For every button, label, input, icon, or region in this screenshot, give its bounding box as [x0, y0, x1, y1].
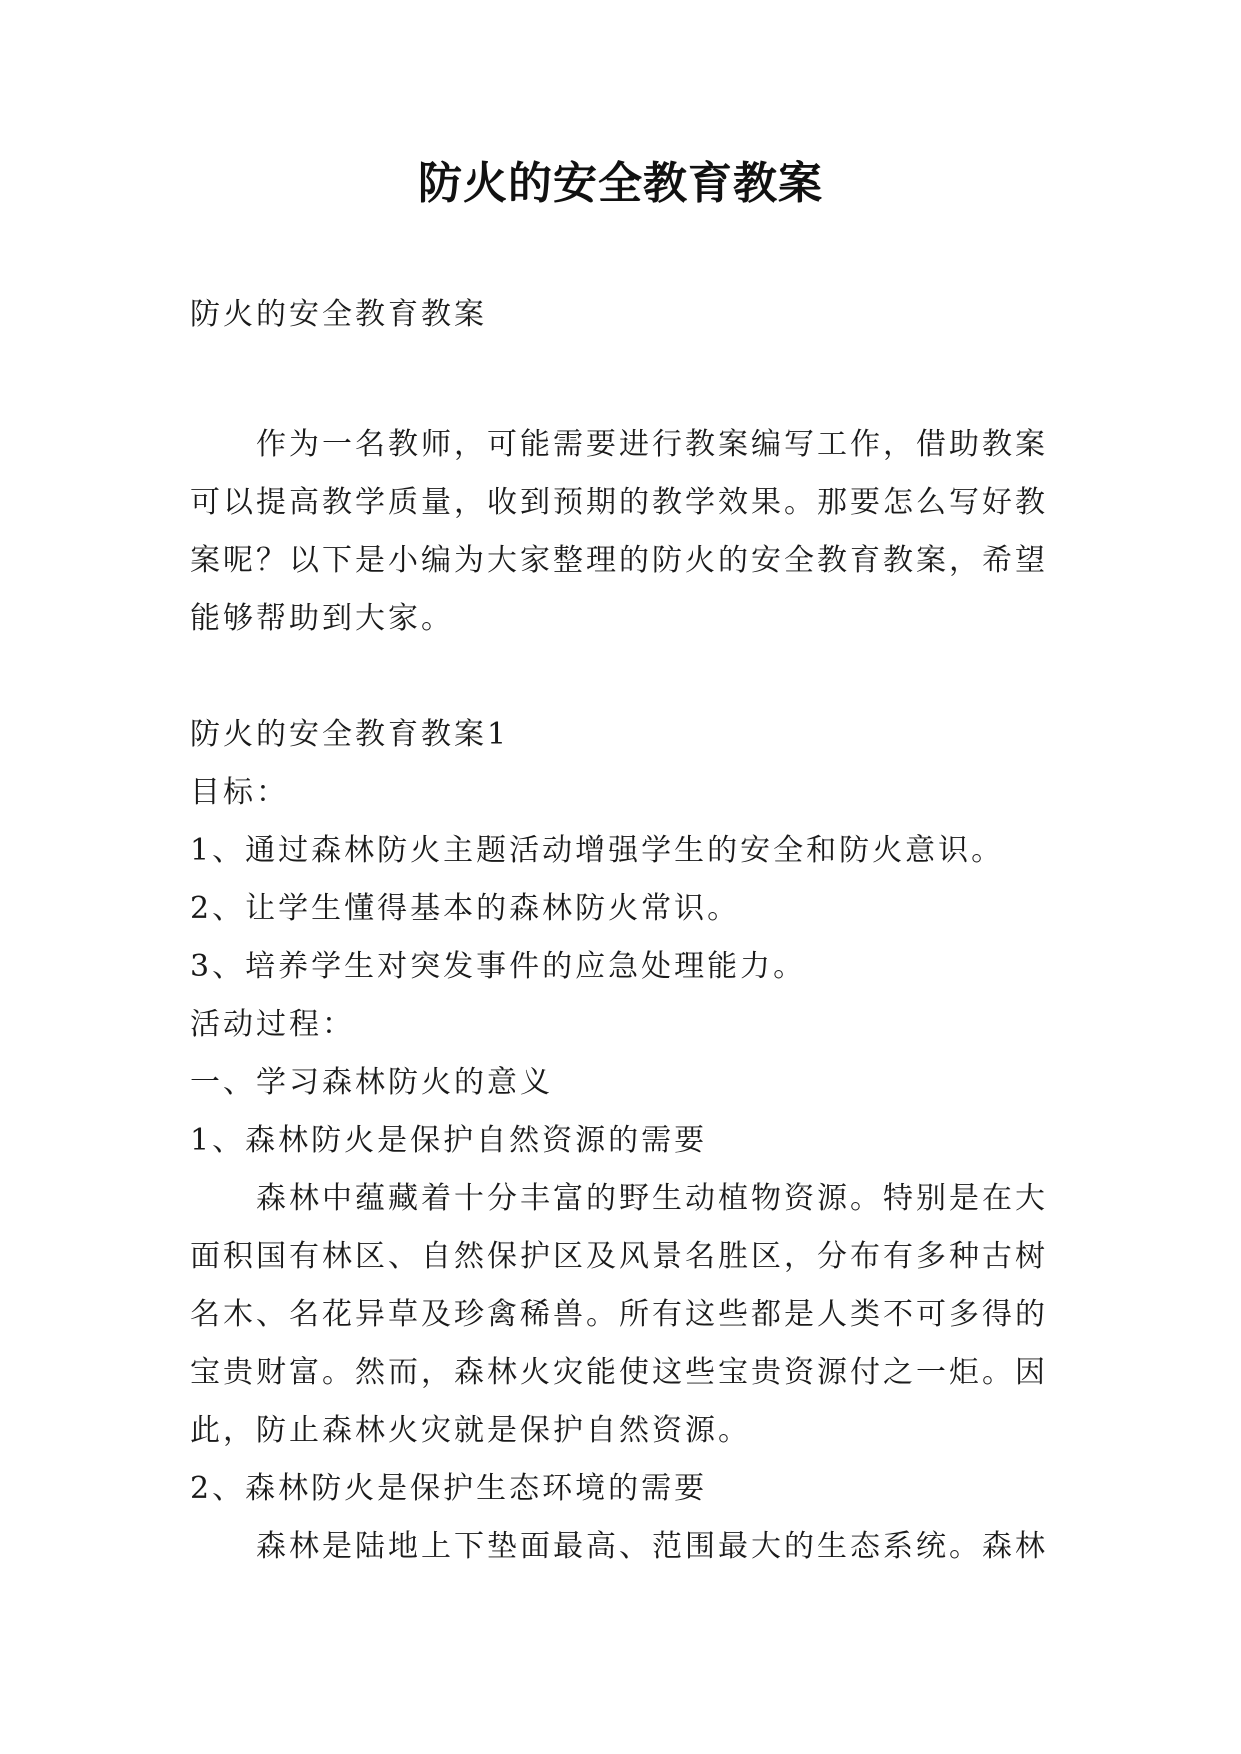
part-heading: 一、学习森林防火的意义 [190, 1065, 553, 1100]
point-paragraph: 森林是陆地上下垫面最高、范围最大的生态系统。森林 [256, 1529, 1048, 1564]
section-heading-1: 防火的安全教育教案1 [190, 717, 510, 752]
goal-item: 2、让学生懂得基本的森林防火常识。 [190, 891, 741, 926]
point-paragraph: 森林中蕴藏着十分丰富的野生动植物资源。特别是在大面积国有林区、自然保护区及风景名胜区，分布有多种古树名木、名花异草及珍禽稀兽。所有这些都是人类不可多得的宝贵财富。然而，森林火灾能使这些宝贵资源付之一炬。因此，防止森林火灾就是保护自然资源。 [190, 1181, 1048, 1448]
point-heading: 2、森林防火是保护生态环境的需要 [190, 1471, 708, 1506]
intro-paragraph: 作为一名教师，可能需要进行教案编写工作，借助教案可以提高教学质量，收到预期的教学效果。那要怎么写好教案呢？以下是小编为大家整理的防火的安全教育教案，希望能够帮助到大家。 [190, 427, 1048, 636]
document-title: 防火的安全教育教案 [418, 158, 823, 209]
goal-item: 1、通过森林防火主题活动增强学生的安全和防火意识。 [190, 833, 1005, 868]
document-body [190, 286, 1050, 1576]
goal-item: 3、培养学生对突发事件的应急处理能力。 [190, 949, 807, 984]
process-label: 活动过程： [190, 1007, 355, 1042]
document-subtitle: 防火的安全教育教案 [190, 297, 487, 332]
goals-label: 目标： [190, 775, 289, 810]
point-heading: 1、森林防火是保护自然资源的需要 [190, 1123, 708, 1158]
